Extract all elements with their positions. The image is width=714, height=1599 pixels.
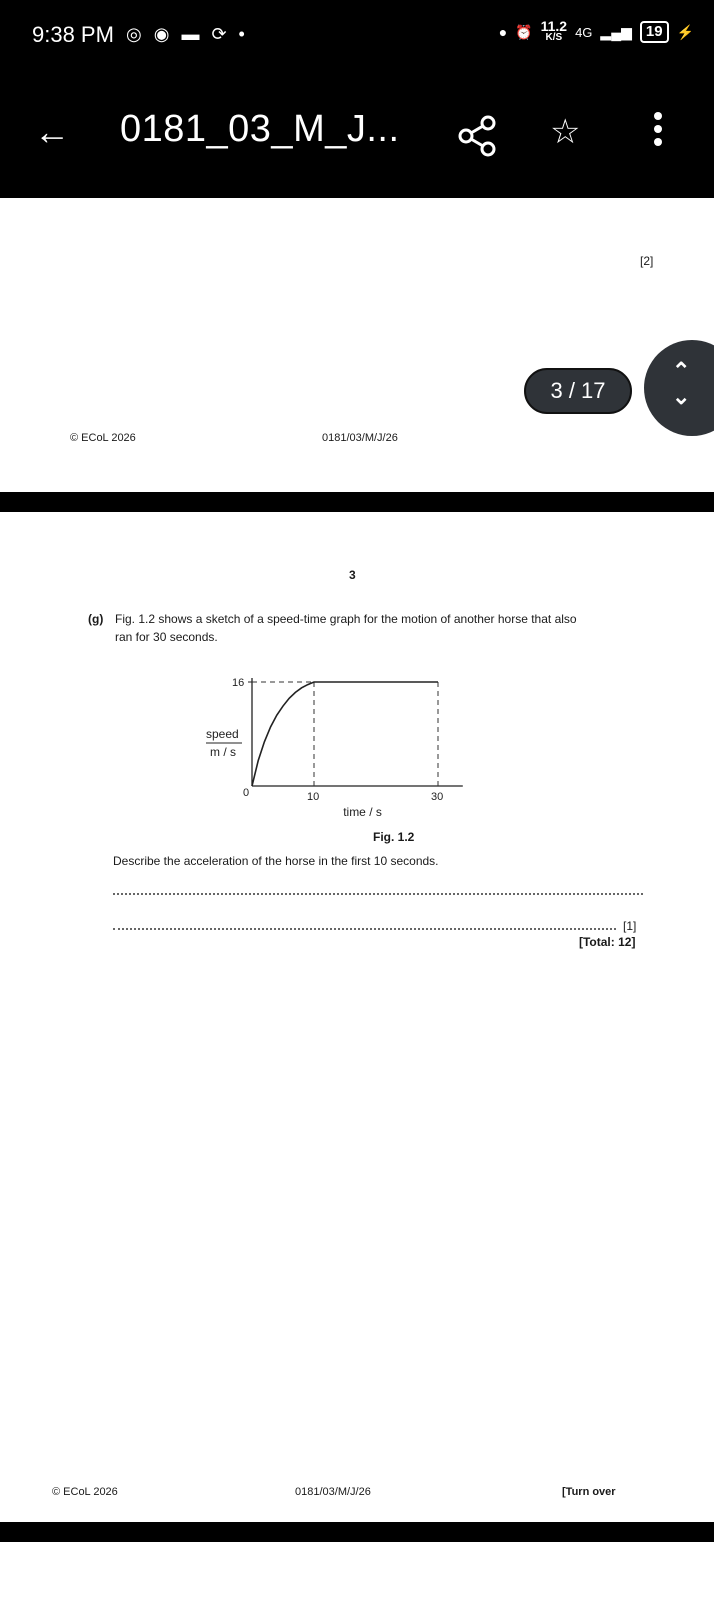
star-icon[interactable]: ☆ (550, 113, 581, 151)
question-line-2: ran for 30 seconds. (115, 630, 218, 644)
page-number: 3 (349, 568, 356, 582)
net-speed: 11.2 K/S (540, 18, 568, 43)
page-code: 0181/03/M/J/26 (295, 1486, 371, 1498)
x-axis-label: time / s (343, 805, 382, 819)
turn-over: [Turn over (562, 1486, 616, 1498)
answer-line-2[interactable] (113, 928, 616, 930)
total-marks: [Total: 12] (579, 935, 636, 949)
notification-icons (126, 24, 245, 44)
question-prompt: Describe the acceleration of the horse in the first 10 seconds. (113, 854, 439, 868)
status-time: 9:38 PM (32, 22, 114, 47)
message-icon: ▬ (181, 24, 200, 44)
charging-icon: ⚡ (676, 23, 694, 40)
prev-page-code: 0181/03/M/J/26 (322, 432, 398, 444)
origin-label: 0 (243, 787, 250, 799)
answer-line-1[interactable] (113, 893, 643, 895)
y-tick-label-16: 16 (232, 677, 245, 689)
more-vertical-icon[interactable] (654, 112, 664, 151)
series-line (252, 682, 438, 786)
prev-page-mark: [2] (640, 254, 654, 268)
figure-caption: Fig. 1.2 (373, 830, 415, 844)
top-bar (0, 0, 714, 198)
data-saver-icon: ● (498, 24, 508, 40)
document-title: 0181_03_M_J... (120, 108, 400, 150)
page-separator-bottom (0, 1522, 714, 1542)
arrow-left-icon[interactable]: ← (34, 111, 70, 152)
battery-level: 19 (640, 21, 669, 43)
page-nav-button[interactable] (644, 340, 714, 436)
prev-page-copyright: © ECoL 2026 (70, 432, 136, 444)
status-right (499, 20, 694, 44)
chat-icon: ◉ (153, 24, 170, 44)
signal-icon: ▂▄▆ (600, 23, 632, 40)
page-separator (0, 492, 714, 512)
question-label: (g) (88, 612, 104, 626)
whatsapp-icon: ◎ (126, 24, 142, 44)
sync-icon: ⟳ (211, 24, 227, 44)
network-label: 4G (575, 24, 593, 40)
question-mark: [1] (623, 919, 637, 933)
chevron-up-icon[interactable]: ⌃ (672, 358, 691, 383)
y-axis-label-den: m / s (210, 745, 236, 759)
dot-icon: • (238, 24, 245, 44)
share-icon[interactable] (458, 115, 500, 162)
x-tick-label-30: 30 (431, 791, 444, 803)
y-axis-label-num: speed (206, 727, 239, 741)
alarm-icon: ⏰ (515, 23, 533, 40)
chevron-down-icon[interactable]: ⌄ (672, 384, 691, 409)
question-line-1: Fig. 1.2 shows a sketch of a speed-time graph for the motion of another horse that also (115, 612, 577, 626)
page-indicator: 3 / 17 (524, 368, 632, 414)
page-copyright: © ECoL 2026 (52, 1486, 118, 1498)
x-tick-label-10: 10 (307, 791, 320, 803)
speed-time-graph (200, 672, 560, 842)
